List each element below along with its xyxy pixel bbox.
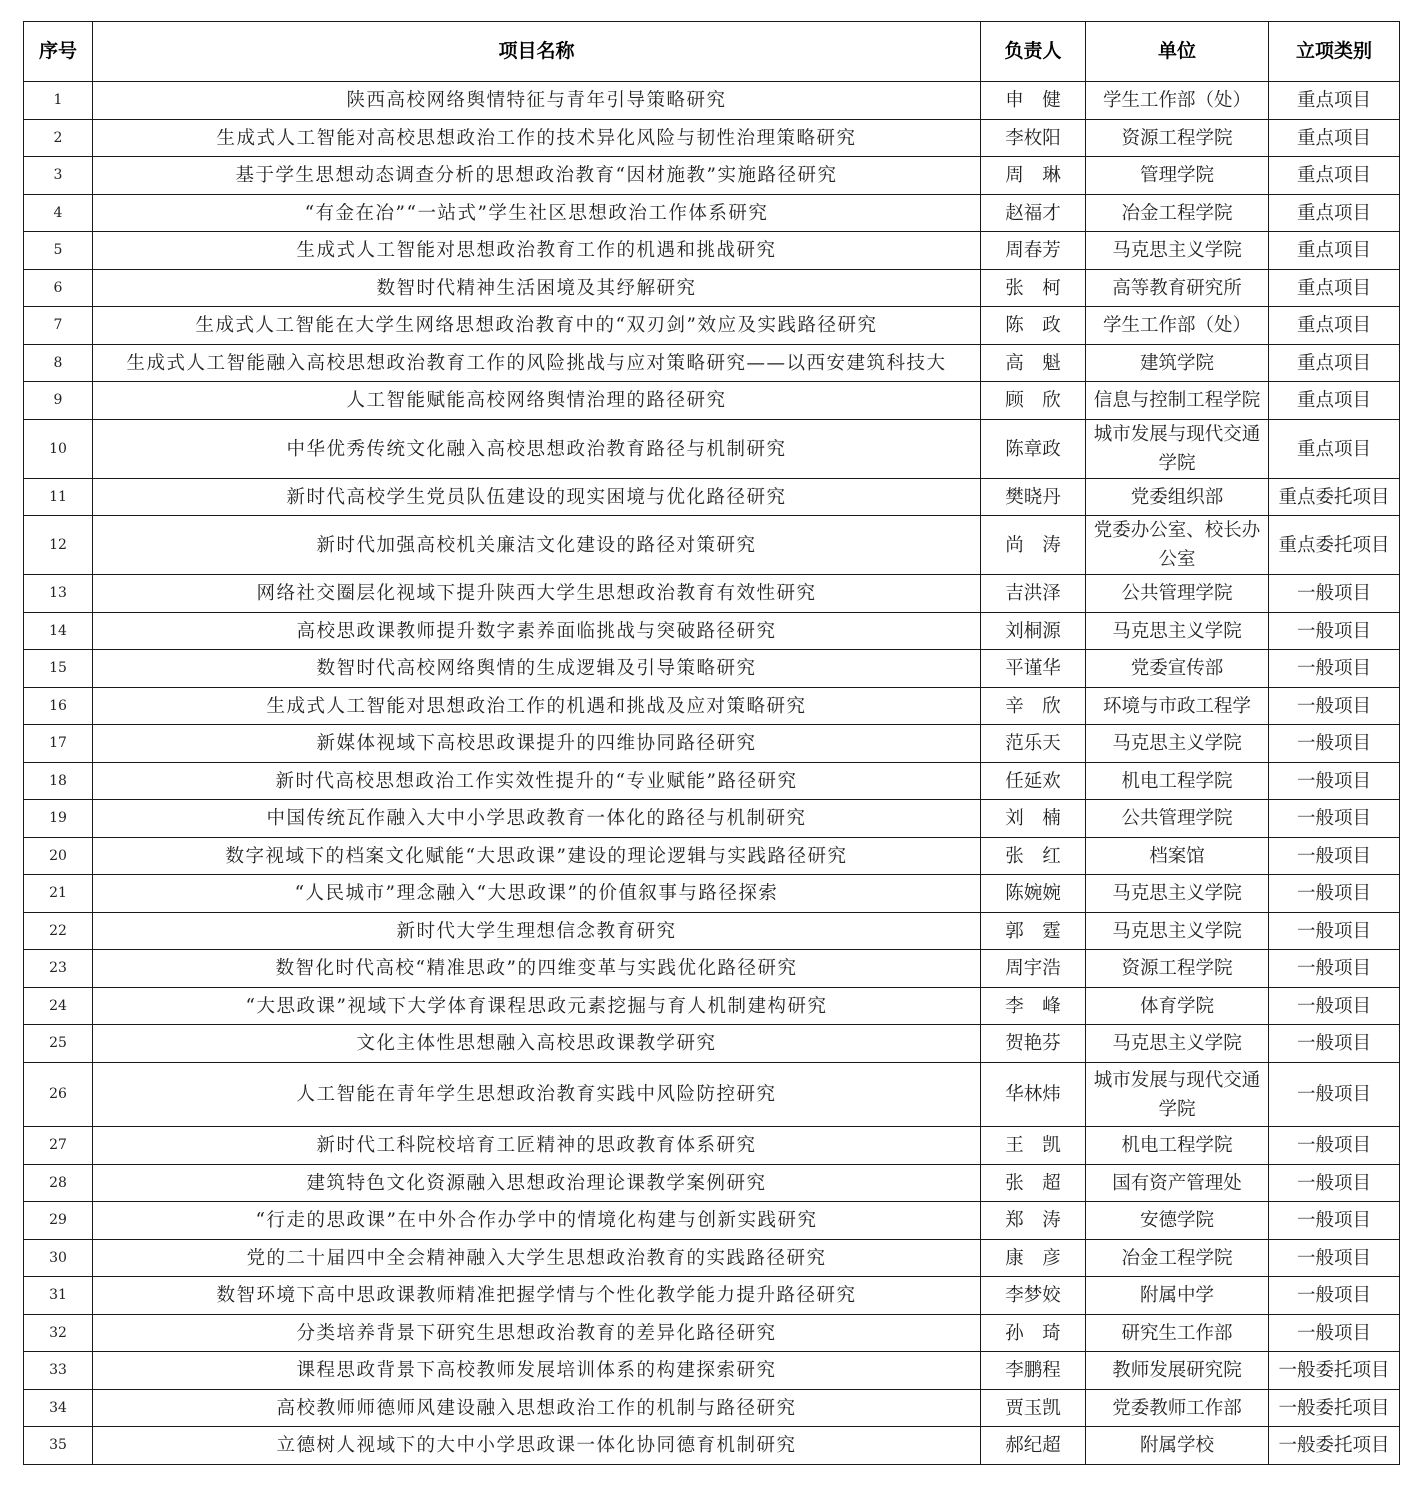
project-leader: 贺艳芬 <box>981 1025 1086 1063</box>
project-unit: 研究生工作部 <box>1086 1315 1269 1352</box>
table-row <box>24 1127 1400 1165</box>
project-unit: 资源工程学院 <box>1086 120 1269 157</box>
project-title: 新媒体视域下高校思政课提升的四维协同路径研究 <box>93 725 981 763</box>
project-leader: 周 琳 <box>981 157 1086 195</box>
project-category: 重点项目 <box>1269 420 1400 479</box>
row-number: 11 <box>24 479 93 516</box>
project-category: 一般项目 <box>1269 613 1400 650</box>
row-number: 12 <box>24 516 93 575</box>
project-category: 一般项目 <box>1269 763 1400 800</box>
row-number: 6 <box>24 270 93 307</box>
table-row <box>24 1315 1400 1352</box>
row-number: 9 <box>24 382 93 420</box>
project-category: 一般项目 <box>1269 1127 1400 1165</box>
project-category: 重点项目 <box>1269 382 1400 420</box>
project-leader: 周宇浩 <box>981 950 1086 988</box>
project-category: 一般委托项目 <box>1269 1390 1400 1427</box>
project-category: 重点项目 <box>1269 232 1400 270</box>
header-category: 立项类别 <box>1269 22 1400 82</box>
row-number: 7 <box>24 307 93 345</box>
project-unit: 公共管理学院 <box>1086 800 1269 838</box>
project-title: 网络社交圈层化视域下提升陕西大学生思想政治教育有效性研究 <box>93 575 981 613</box>
table-row <box>24 1165 1400 1202</box>
row-number: 3 <box>24 157 93 195</box>
project-title: 数智时代高校网络舆情的生成逻辑及引导策略研究 <box>93 650 981 688</box>
project-title: 新时代加强高校机关廉洁文化建设的路径对策研究 <box>93 516 981 575</box>
project-title: 文化主体性思想融入高校思政课教学研究 <box>93 1025 981 1063</box>
project-category: 一般项目 <box>1269 875 1400 913</box>
project-unit: 高等教育研究所 <box>1086 270 1269 307</box>
project-leader: 陈婉婉 <box>981 875 1086 913</box>
table-row <box>24 1390 1400 1427</box>
project-unit: 国有资产管理处 <box>1086 1165 1269 1202</box>
project-category: 一般项目 <box>1269 725 1400 763</box>
project-unit: 马克思主义学院 <box>1086 613 1269 650</box>
project-leader: 刘桐源 <box>981 613 1086 650</box>
project-category: 一般项目 <box>1269 575 1400 613</box>
project-leader: 孙 琦 <box>981 1315 1086 1352</box>
project-unit: 城市发展与现代交通学院 <box>1086 1063 1269 1127</box>
project-title: 生成式人工智能对思想政治教育工作的机遇和挑战研究 <box>93 232 981 270</box>
row-number: 32 <box>24 1315 93 1352</box>
row-number: 17 <box>24 725 93 763</box>
project-leader: 郑 涛 <box>981 1202 1086 1240</box>
project-leader: 范乐天 <box>981 725 1086 763</box>
project-category: 一般项目 <box>1269 1202 1400 1240</box>
project-leader: 陈章政 <box>981 420 1086 479</box>
project-title: “有金在冶”“一站式”学生社区思想政治工作体系研究 <box>93 195 981 232</box>
project-unit: 马克思主义学院 <box>1086 1025 1269 1063</box>
project-category: 重点项目 <box>1269 270 1400 307</box>
project-title: 生成式人工智能在大学生网络思想政治教育中的“双刃剑”效应及实践路径研究 <box>93 307 981 345</box>
project-title: 新时代工科院校培育工匠精神的思政教育体系研究 <box>93 1127 981 1165</box>
header-row <box>24 22 1400 82</box>
project-title: 高校教师师德师风建设融入思想政治工作的机制与路径研究 <box>93 1390 981 1427</box>
project-unit: 建筑学院 <box>1086 345 1269 382</box>
project-unit: 学生工作部（处） <box>1086 82 1269 120</box>
project-unit: 马克思主义学院 <box>1086 875 1269 913</box>
project-title: 人工智能赋能高校网络舆情治理的路径研究 <box>93 382 981 420</box>
table-row <box>24 1240 1400 1277</box>
header-unit: 单位 <box>1086 22 1269 82</box>
project-title: “大思政课”视域下大学体育课程思政元素挖掘与育人机制建构研究 <box>93 988 981 1025</box>
project-unit: 附属学校 <box>1086 1427 1269 1465</box>
project-title: 数字视域下的档案文化赋能“大思政课”建设的理论逻辑与实践路径研究 <box>93 838 981 875</box>
table-row <box>24 82 1400 120</box>
project-category: 重点项目 <box>1269 157 1400 195</box>
project-title: 基于学生思想动态调查分析的思想政治教育“因材施教”实施路径研究 <box>93 157 981 195</box>
project-leader: 赵福才 <box>981 195 1086 232</box>
project-unit: 马克思主义学院 <box>1086 232 1269 270</box>
table-row <box>24 420 1400 479</box>
project-leader: 尚 涛 <box>981 516 1086 575</box>
project-leader: 李鹏程 <box>981 1352 1086 1390</box>
project-leader: 华林炜 <box>981 1063 1086 1127</box>
project-category: 一般项目 <box>1269 1315 1400 1352</box>
table-row <box>24 725 1400 763</box>
project-category: 一般项目 <box>1269 800 1400 838</box>
row-number: 31 <box>24 1277 93 1315</box>
table-row <box>24 479 1400 516</box>
header-leader: 负责人 <box>981 22 1086 82</box>
project-category: 重点项目 <box>1269 345 1400 382</box>
project-unit: 党委教师工作部 <box>1086 1390 1269 1427</box>
project-unit: 马克思主义学院 <box>1086 725 1269 763</box>
project-leader: 申 健 <box>981 82 1086 120</box>
project-unit: 档案馆 <box>1086 838 1269 875</box>
project-leader: 高 魁 <box>981 345 1086 382</box>
table-row <box>24 913 1400 950</box>
table-row <box>24 1277 1400 1315</box>
table-row <box>24 120 1400 157</box>
project-category: 重点项目 <box>1269 307 1400 345</box>
row-number: 20 <box>24 838 93 875</box>
project-title: 数智化时代高校“精准思政”的四维变革与实践优化路径研究 <box>93 950 981 988</box>
header-title: 项目名称 <box>93 22 981 82</box>
project-title: “行走的思政课”在中外合作办学中的情境化构建与创新实践研究 <box>93 1202 981 1240</box>
table-row <box>24 988 1400 1025</box>
project-category: 一般委托项目 <box>1269 1427 1400 1465</box>
project-unit: 公共管理学院 <box>1086 575 1269 613</box>
project-title: 数智时代精神生活困境及其纾解研究 <box>93 270 981 307</box>
project-title: 中国传统瓦作融入大中小学思政教育一体化的路径与机制研究 <box>93 800 981 838</box>
table-row <box>24 270 1400 307</box>
row-number: 1 <box>24 82 93 120</box>
project-title: 新时代高校思想政治工作实效性提升的“专业赋能”路径研究 <box>93 763 981 800</box>
project-category: 一般项目 <box>1269 1063 1400 1127</box>
row-number: 29 <box>24 1202 93 1240</box>
table-row <box>24 1063 1400 1127</box>
row-number: 14 <box>24 613 93 650</box>
project-unit: 冶金工程学院 <box>1086 1240 1269 1277</box>
row-number: 23 <box>24 950 93 988</box>
project-leader: 樊晓丹 <box>981 479 1086 516</box>
project-unit: 马克思主义学院 <box>1086 913 1269 950</box>
table-row <box>24 345 1400 382</box>
project-title: 中华优秀传统文化融入高校思想政治教育路径与机制研究 <box>93 420 981 479</box>
project-leader: 王 凯 <box>981 1127 1086 1165</box>
table-row <box>24 613 1400 650</box>
row-number: 24 <box>24 988 93 1025</box>
project-title: 新时代大学生理想信念教育研究 <box>93 913 981 950</box>
row-number: 15 <box>24 650 93 688</box>
project-unit: 资源工程学院 <box>1086 950 1269 988</box>
project-unit: 城市发展与现代交通学院 <box>1086 420 1269 479</box>
project-category: 一般项目 <box>1269 1277 1400 1315</box>
project-table <box>23 21 1400 1465</box>
project-unit: 党委宣传部 <box>1086 650 1269 688</box>
table-row <box>24 1025 1400 1063</box>
project-unit: 附属中学 <box>1086 1277 1269 1315</box>
project-unit: 信息与控制工程学院 <box>1086 382 1269 420</box>
row-number: 27 <box>24 1127 93 1165</box>
project-title: 党的二十届四中全会精神融入大学生思想政治教育的实践路径研究 <box>93 1240 981 1277</box>
row-number: 2 <box>24 120 93 157</box>
project-leader: 顾 欣 <box>981 382 1086 420</box>
project-leader: 张 红 <box>981 838 1086 875</box>
project-leader: 贾玉凯 <box>981 1390 1086 1427</box>
row-number: 5 <box>24 232 93 270</box>
row-number: 33 <box>24 1352 93 1390</box>
project-title: 高校思政课教师提升数字素养面临挑战与突破路径研究 <box>93 613 981 650</box>
project-unit: 党委办公室、校长办公室 <box>1086 516 1269 575</box>
row-number: 13 <box>24 575 93 613</box>
table-row <box>24 650 1400 688</box>
project-unit: 党委组织部 <box>1086 479 1269 516</box>
project-leader: 吉洪泽 <box>981 575 1086 613</box>
table-row <box>24 307 1400 345</box>
project-category: 重点项目 <box>1269 120 1400 157</box>
project-title: 生成式人工智能对思想政治工作的机遇和挑战及应对策略研究 <box>93 688 981 725</box>
project-title: 建筑特色文化资源融入思想政治理论课教学案例研究 <box>93 1165 981 1202</box>
project-title: 新时代高校学生党员队伍建设的现实困境与优化路径研究 <box>93 479 981 516</box>
table-row <box>24 382 1400 420</box>
project-category: 一般项目 <box>1269 838 1400 875</box>
project-title: 立德树人视域下的大中小学思政课一体化协同德育机制研究 <box>93 1427 981 1465</box>
table-row <box>24 688 1400 725</box>
project-category: 一般项目 <box>1269 688 1400 725</box>
row-number: 10 <box>24 420 93 479</box>
row-number: 28 <box>24 1165 93 1202</box>
project-leader: 康 彦 <box>981 1240 1086 1277</box>
table-row <box>24 800 1400 838</box>
project-leader: 陈 政 <box>981 307 1086 345</box>
row-number: 19 <box>24 800 93 838</box>
project-leader: 刘 楠 <box>981 800 1086 838</box>
project-unit: 机电工程学院 <box>1086 1127 1269 1165</box>
project-leader: 李梦姣 <box>981 1277 1086 1315</box>
table-row <box>24 232 1400 270</box>
project-title: 陕西高校网络舆情特征与青年引导策略研究 <box>93 82 981 120</box>
row-number: 4 <box>24 195 93 232</box>
project-category: 重点项目 <box>1269 195 1400 232</box>
table-row <box>24 516 1400 575</box>
project-unit: 学生工作部（处） <box>1086 307 1269 345</box>
project-unit: 环境与市政工程学 <box>1086 688 1269 725</box>
project-category: 一般项目 <box>1269 950 1400 988</box>
table-row <box>24 195 1400 232</box>
project-unit: 机电工程学院 <box>1086 763 1269 800</box>
project-unit: 教师发展研究院 <box>1086 1352 1269 1390</box>
row-number: 21 <box>24 875 93 913</box>
header-no: 序号 <box>24 22 93 82</box>
project-leader: 平谨华 <box>981 650 1086 688</box>
project-title: 生成式人工智能对高校思想政治工作的技术异化风险与韧性治理策略研究 <box>93 120 981 157</box>
project-category: 一般项目 <box>1269 1025 1400 1063</box>
table-row <box>24 950 1400 988</box>
project-title: 数智环境下高中思政课教师精准把握学情与个性化教学能力提升路径研究 <box>93 1277 981 1315</box>
row-number: 35 <box>24 1427 93 1465</box>
project-category: 一般项目 <box>1269 1165 1400 1202</box>
table-row <box>24 1352 1400 1390</box>
project-unit: 体育学院 <box>1086 988 1269 1025</box>
project-leader: 任延欢 <box>981 763 1086 800</box>
table-row <box>24 838 1400 875</box>
project-leader: 郭 霆 <box>981 913 1086 950</box>
project-leader: 辛 欣 <box>981 688 1086 725</box>
table-row <box>24 575 1400 613</box>
project-unit: 冶金工程学院 <box>1086 195 1269 232</box>
project-category: 重点委托项目 <box>1269 479 1400 516</box>
row-number: 8 <box>24 345 93 382</box>
project-unit: 管理学院 <box>1086 157 1269 195</box>
table-row <box>24 1427 1400 1465</box>
project-category: 一般委托项目 <box>1269 1352 1400 1390</box>
project-leader: 李枚阳 <box>981 120 1086 157</box>
project-title: 人工智能在青年学生思想政治教育实践中风险防控研究 <box>93 1063 981 1127</box>
project-unit: 安德学院 <box>1086 1202 1269 1240</box>
table-row <box>24 157 1400 195</box>
project-category: 一般项目 <box>1269 913 1400 950</box>
project-category: 重点委托项目 <box>1269 516 1400 575</box>
project-category: 重点项目 <box>1269 82 1400 120</box>
project-category: 一般项目 <box>1269 988 1400 1025</box>
project-category: 一般项目 <box>1269 1240 1400 1277</box>
project-title: 课程思政背景下高校教师发展培训体系的构建探索研究 <box>93 1352 981 1390</box>
table-row <box>24 763 1400 800</box>
row-number: 30 <box>24 1240 93 1277</box>
project-leader: 周春芳 <box>981 232 1086 270</box>
project-leader: 李 峰 <box>981 988 1086 1025</box>
row-number: 25 <box>24 1025 93 1063</box>
project-title: “人民城市”理念融入“大思政课”的价值叙事与路径探索 <box>93 875 981 913</box>
project-leader: 郝纪超 <box>981 1427 1086 1465</box>
row-number: 34 <box>24 1390 93 1427</box>
table-body <box>24 82 1400 1465</box>
project-category: 一般项目 <box>1269 650 1400 688</box>
table-row <box>24 875 1400 913</box>
row-number: 16 <box>24 688 93 725</box>
project-leader: 张 超 <box>981 1165 1086 1202</box>
table-row <box>24 1202 1400 1240</box>
project-title: 生成式人工智能融入高校思想政治教育工作的风险挑战与应对策略研究——以西安建筑科技大 <box>93 345 981 382</box>
project-title: 分类培养背景下研究生思想政治教育的差异化路径研究 <box>93 1315 981 1352</box>
project-leader: 张 柯 <box>981 270 1086 307</box>
row-number: 18 <box>24 763 93 800</box>
row-number: 26 <box>24 1063 93 1127</box>
row-number: 22 <box>24 913 93 950</box>
